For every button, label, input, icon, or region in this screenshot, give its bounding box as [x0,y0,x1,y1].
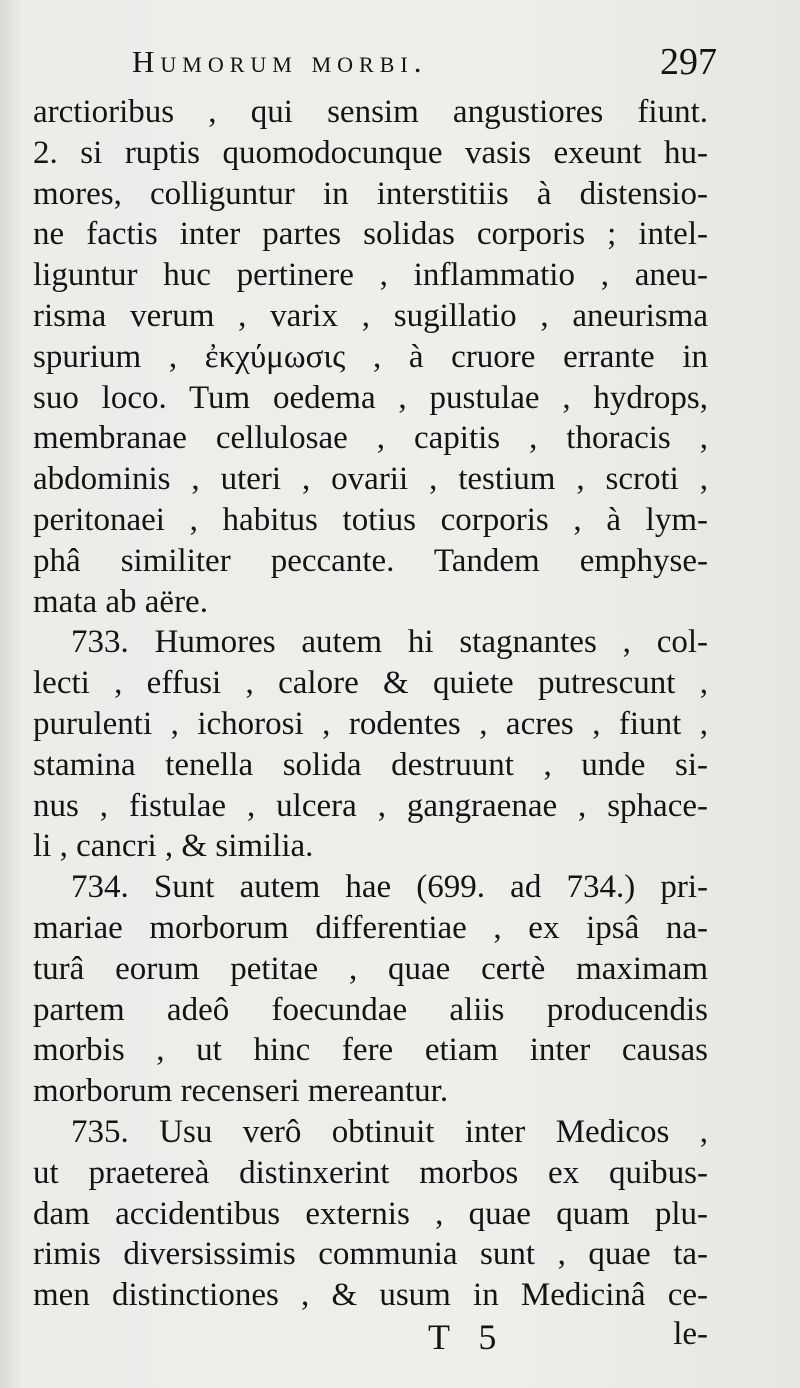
catchword: le- [673,1316,708,1352]
paragraph-end-line: mata ab aëre. [33,583,208,620]
text-line: abdominis , uteri , ovarii , testium , scroti , [33,461,708,498]
text-line: risma verum , varix , sugillatio , aneurisma [33,297,708,334]
text-line: turâ eorum petitae , quae certè maximam [33,950,708,987]
text-line: ut praetereà distinxerint morbos ex quibus- [33,1154,708,1191]
text-line: suo loco. Tum oedema , pustulae , hydrops, [33,379,708,416]
paragraph-end-line: morborum recenseri mereantur. [33,1073,449,1110]
text-line: rimis diversissimis communia sunt , quae ta- [33,1236,708,1273]
page-header [132,40,717,90]
text-line: spurium , ἐκχύμωσις , à cruore errante in [33,338,708,375]
text-line: ne factis inter partes solidas corporis ; intel- [33,216,708,253]
paragraph-end-line: li , cancri , & similia. [33,828,314,865]
text-line: liguntur huc pertinere , inflammatio , aneu- [33,257,708,294]
text-line: dam accidentibus externis , quae quam plu- [33,1195,708,1232]
page-number: 297 [660,41,717,83]
text-line: phâ similiter peccante. Tandem emphyse- [33,542,708,579]
text-line: arctioribus , qui sensim angustiores fiunt. [33,94,708,130]
page-footer [33,1316,708,1366]
text-line: lecti , effusi , calore & quiete putrescunt , [33,665,708,702]
text-line: purulenti , ichorosi , rodentes , acres , fiunt , [33,705,708,742]
body-text [33,92,708,1316]
text-line: partem adeô foecundae aliis producendis [33,991,708,1028]
text-line: morbis , ut hinc fere etiam inter causas [33,1032,708,1069]
section-735-start: 735. Usu verô obtinuit inter Medicos , [71,1113,708,1150]
running-head: Humorum morbi. [132,44,428,79]
text-line: peritonaei , habitus totius corporis , à lym- [33,501,708,538]
text-line: mariae morborum differentiae , ex ipsâ na- [33,909,708,946]
text-line: stamina tenella solida destruunt , unde si- [33,746,708,783]
text-line: nus , fistulae , ulcera , gangraenae , sphace- [33,787,708,824]
text-line: membranae cellulosae , capitis , thoracis , [33,420,708,457]
section-733-start: 733. Humores autem hi stagnantes , col- [71,624,708,661]
text-line: men distinctiones , & usum in Medicinâ ce- [33,1277,708,1314]
text-line: 2. si ruptis quomodocunque vasis exeunt hu- [33,134,708,171]
signature-mark: T 5 [428,1317,507,1357]
section-734-start: 734. Sunt autem hae (699. ad 734.) pri- [71,869,708,906]
text-line: mores, colliguntur in interstitiis à distensio- [33,175,708,212]
